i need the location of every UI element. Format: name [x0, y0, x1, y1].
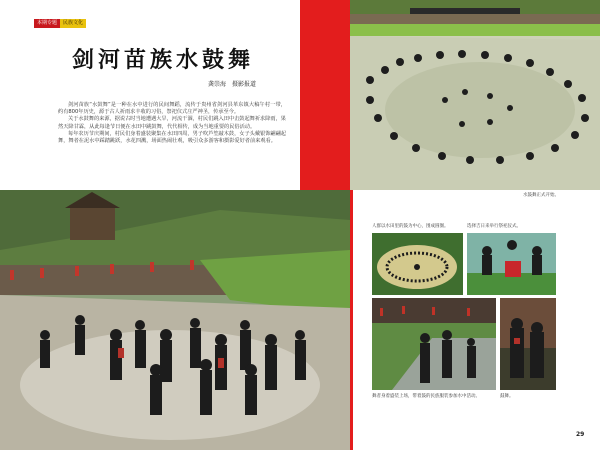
photo-drum-dance-close	[500, 298, 556, 390]
photo-dancers-entering	[372, 298, 496, 390]
section-tag-part1: 本期专题	[34, 19, 60, 28]
red-divider-rule	[350, 190, 353, 450]
article-paragraph: 剑河苗族“水鼓舞”是一种在水中进行的民间舞蹈，流传于贵州省剑河县革东镇大稿午村一带，约有800年历史，源于古人祈雨求丰收的习俗，祭祀仪式庄严神圣，传承至今。	[58, 102, 286, 116]
article-title: 剑河苗族水鼓舞	[72, 47, 255, 73]
caption-small-a: 人群以水田里的鼓为中心，围成圆圈。	[372, 224, 449, 229]
caption-small-b: 选择吉日来举行祭祀仪式。	[467, 224, 521, 229]
page-number: 29	[576, 431, 585, 438]
red-spine-block	[300, 0, 350, 190]
section-tag-part2: 民族文化	[60, 19, 86, 28]
section-tag	[34, 19, 86, 27]
caption-small-d: 鼓舞。	[500, 394, 514, 399]
caption-top-photo: 水鼓舞正式开始。	[523, 193, 559, 198]
caption-small-c: 舞者身着盛装上场，带着鼓的民族服装参加水中活动。	[372, 394, 480, 399]
article-paragraph: 关于水鼓舞的来源，据说古时当地遭遇大旱，河流干涸，村民们跳入田中击鼓起舞祈求降雨，果然天降甘霖，从此每逢节日便在水田中跳鼓舞，代代相传，成为当地重要的民俗活动。	[58, 116, 286, 130]
photo-circle-around-drum	[372, 233, 463, 295]
photo-dance-paddy-wide	[350, 0, 600, 190]
article-byline: 龚崇海 摄影报道	[208, 81, 257, 88]
photo-ritual-offering	[467, 233, 556, 295]
photo-dance-splashing	[0, 190, 350, 450]
article-paragraph: 每年农历节庆期间，村民们身着盛装聚集在水田四周，男子吹芦笙敲木鼓，女子头戴银饰翩翩起舞，舞者在泥水中踩踏跳跃，水花四溅，场面热闹壮观，吸引众多游客和摄影爱好者前来观看。	[58, 130, 286, 145]
article-body	[58, 102, 286, 145]
